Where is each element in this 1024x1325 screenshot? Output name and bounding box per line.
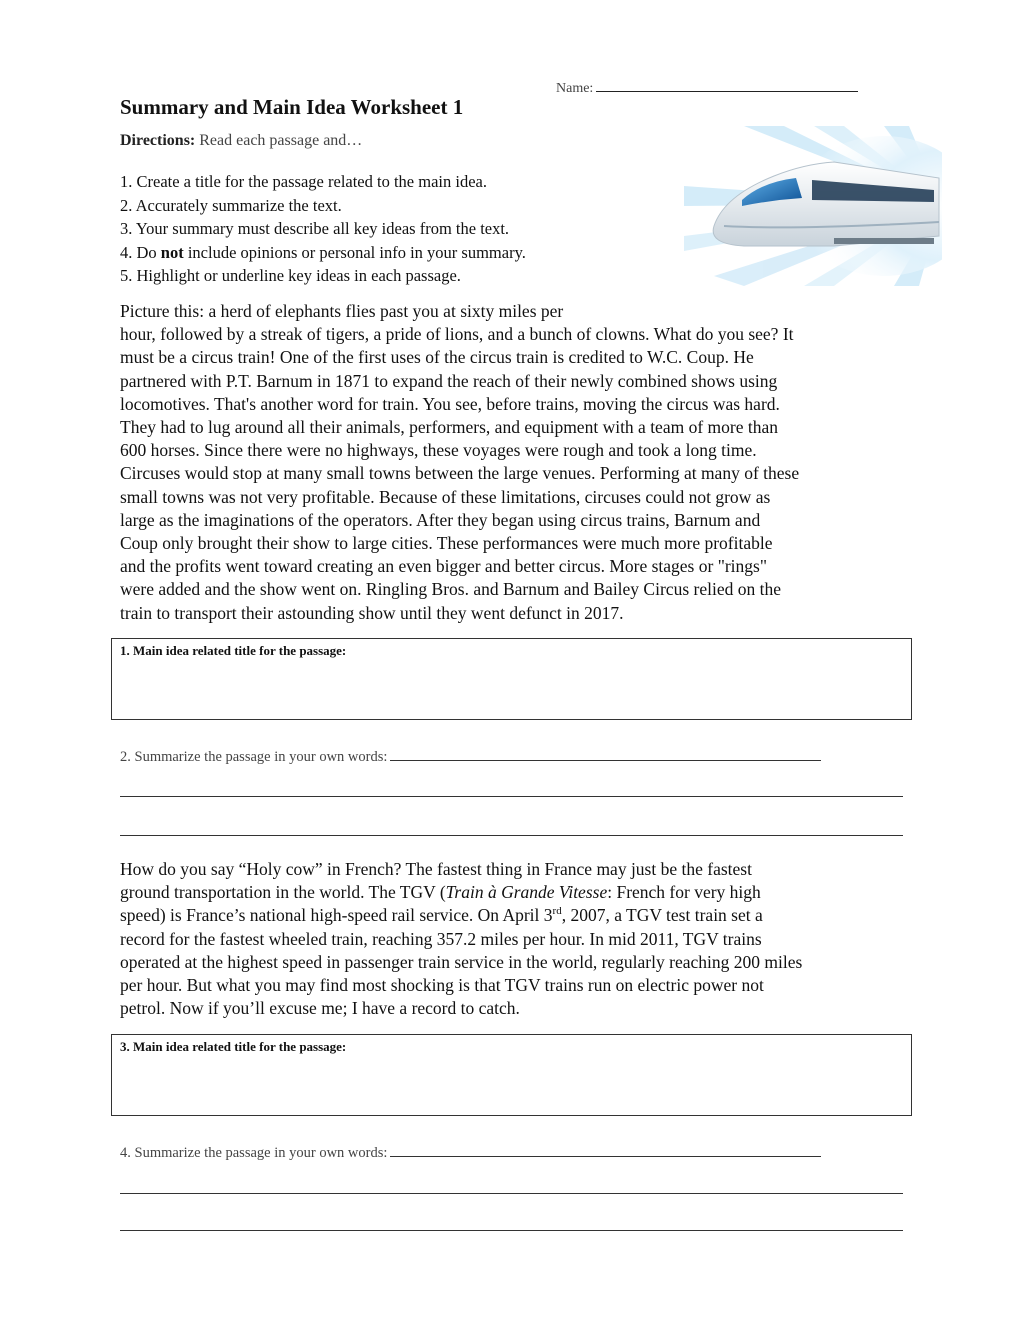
answer-line[interactable] [120, 835, 903, 836]
name-field[interactable] [556, 78, 858, 97]
bullet-train-icon [684, 126, 942, 286]
passage-1-line: Picture this: a herd of elephants flies past you at sixty miles per [120, 301, 564, 321]
passage-1-line: Coup only brought their show to large cities. These performances were much more profitable [120, 533, 773, 554]
step-3: 3. Your summary must describe all key ideas from the text. [120, 219, 510, 238]
directions-list [120, 170, 526, 288]
passage-2-line: operated at the highest speed in passenger train service in the world, regularly reaching 200 miles [120, 951, 803, 972]
passage-1-line: locomotives. That's another word for train. You see, before trains, moving the circus was hard. [120, 393, 780, 414]
name-label: Name: [556, 81, 594, 96]
passage-2-line: per hour. But what you may find most shocking is that TGV trains run on electric power not [120, 975, 764, 996]
passage-1 [120, 300, 910, 625]
answer-line[interactable] [120, 796, 903, 797]
directions-text: Read each passage and… [195, 132, 363, 149]
summary-prompt-1 [120, 746, 821, 766]
passage-1-line: train to transport their astounding show until they went defunct in 2017. [120, 602, 624, 623]
passage-1-line: large as the imaginations of the operators. After they began using circus trains, Barnum and [120, 509, 761, 530]
passage-2 [120, 858, 910, 1020]
page-title: Summary and Main Idea Worksheet 1 [120, 95, 464, 119]
step-5: 5. Highlight or underline key ideas in each passage. [120, 266, 461, 285]
passage-1-line: hour, followed by a streak of tigers, a pride of lions, and a bunch of clowns. What do you see? It [120, 324, 794, 345]
summary-blank-2[interactable] [390, 1142, 821, 1157]
summary-blank-1[interactable] [390, 746, 821, 761]
step-4: 4. Do not include opinions or personal info in your summary. [120, 242, 526, 262]
title-answer-label-1: 1. Main idea related title for the passage: [120, 643, 347, 658]
title-answer-box-2[interactable] [111, 1034, 912, 1116]
summary-prompt-2 [120, 1142, 821, 1162]
passage-2-line: speed) is France’s national high-speed rail service. On April 3rd, 2007, a TGV test train set a [120, 905, 763, 926]
passage-1-line: 600 horses. Since there were no highways, these voyages were rough and took a long time. [120, 440, 757, 461]
passage-2-line: ground transportation in the world. The TGV (Train à Grande Vitesse: French for very high [120, 882, 761, 903]
directions-label: Directions: [120, 132, 196, 149]
step-1: 1. Create a title for the passage related to the main idea. [120, 172, 487, 191]
summary-label-1: 2. Summarize the passage in your own words: [120, 749, 388, 765]
passage-2-line: petrol. Now if you’ll excuse me; I have a record to catch. [120, 998, 520, 1019]
passage-1-line: They had to lug around all their animals, performers, and equipment with a team of more than [120, 417, 778, 438]
passage-1-line: and the profits went toward creating an even bigger and better circus. More stages or "rings" [120, 556, 767, 577]
passage-1-line: small towns was not very profitable. Because of these limitations, circuses could not grow as [120, 486, 771, 507]
passage-1-line: must be a circus train! One of the first uses of the circus train is credited to W.C. Coup. He [120, 347, 754, 368]
answer-line[interactable] [120, 1230, 903, 1231]
passage-1-line: were added and the show went on. Ringling Bros. and Barnum and Bailey Circus relied on the [120, 579, 781, 600]
step-2: 2. Accurately summarize the text. [120, 195, 342, 215]
answer-line[interactable] [120, 1193, 903, 1194]
passage-1-line: Circuses would stop at many small towns between the large venues. Performing at many of these [120, 463, 800, 484]
name-blank[interactable] [596, 78, 858, 92]
directions [120, 132, 362, 150]
title-answer-label-2: 3. Main idea related title for the passage: [120, 1039, 347, 1054]
step-4-emphasis: not [160, 242, 184, 262]
title-answer-box-1[interactable] [111, 638, 912, 720]
passage-2-line: How do you say “Holy cow” in French? The fastest thing in France may just be the fastest [120, 859, 752, 879]
passage-1-line: partnered with P.T. Barnum in 1871 to expand the reach of their newly combined shows using [120, 370, 778, 391]
tgv-french-name: Train à Grande Vitesse [445, 882, 608, 903]
summary-label-2: 4. Summarize the passage in your own words: [120, 1145, 388, 1161]
passage-2-line: record for the fastest wheeled train, reaching 357.2 miles per hour. In mid 2011, TGV trains [120, 928, 762, 949]
